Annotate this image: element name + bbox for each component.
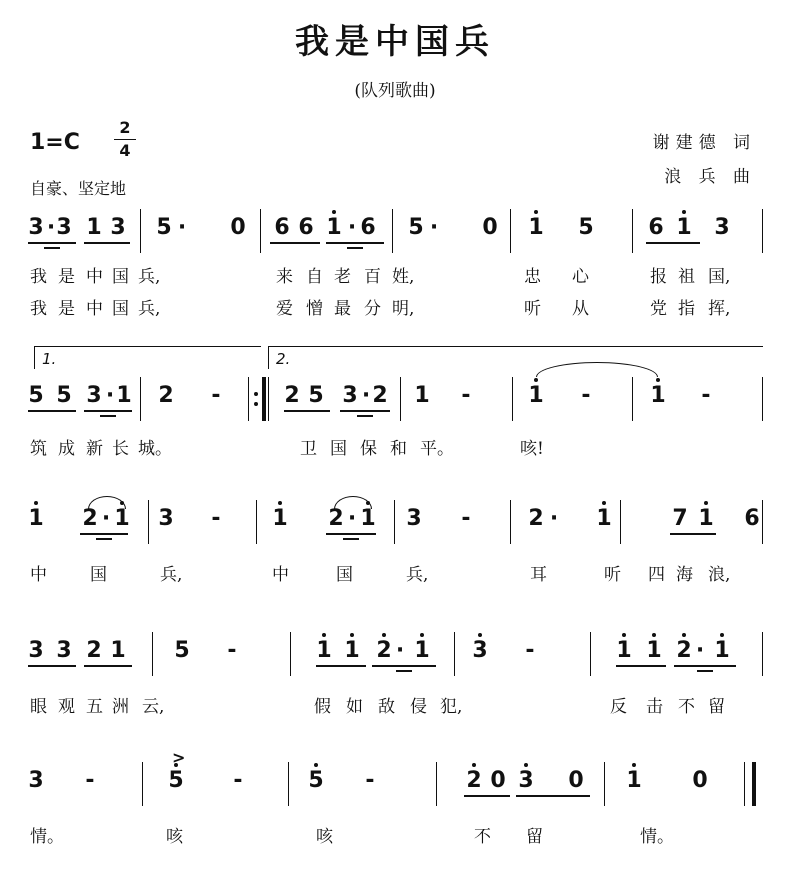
lyric-syllable: 洲 <box>112 697 129 717</box>
lyric-syllable: 百 <box>364 267 381 287</box>
accent-mark: > <box>172 748 186 767</box>
song-subtitle: (队列歌曲) <box>354 81 436 101</box>
bar-line <box>510 209 511 253</box>
note: 3 <box>342 383 358 408</box>
note: · <box>395 638 405 663</box>
lyric-syllable: 如 <box>346 697 363 717</box>
note: 3 <box>518 768 534 793</box>
note: 1 <box>344 638 360 663</box>
note: 3 <box>158 506 174 531</box>
lyric-syllable: 浪, <box>708 565 731 585</box>
lyric-syllable: 挥, <box>708 299 731 319</box>
beam-line <box>326 242 384 244</box>
high-octave-dot <box>622 633 626 637</box>
note: 1 <box>116 383 132 408</box>
bar-line <box>148 500 149 544</box>
lyric-syllable: 是 <box>58 299 75 319</box>
note: 5 <box>308 383 324 408</box>
note: - <box>227 638 237 663</box>
lyric-syllable: 不 <box>474 827 491 847</box>
note: 5 <box>308 768 324 793</box>
lyric-syllable: 听 <box>604 565 621 585</box>
meter-bottom: 4 <box>119 141 131 160</box>
volta-first-label: 1. <box>42 350 57 368</box>
lyric-syllable: 长 <box>112 439 129 459</box>
bar-line <box>392 209 393 253</box>
note: 1 <box>316 638 332 663</box>
composer-credit: 浪 兵 曲 <box>664 167 756 187</box>
lyric-syllable: 国, <box>708 267 731 287</box>
lyric-syllable: 留 <box>708 697 725 717</box>
beam-line <box>464 795 510 797</box>
lyric-syllable: 情。 <box>30 827 64 847</box>
lyric-syllable: 击 <box>646 697 663 717</box>
beam-line-secondary <box>396 670 412 672</box>
lyric-syllable: 爱 <box>276 299 293 319</box>
lyric-syllable: 来 <box>276 267 293 287</box>
lyric-syllable: 情。 <box>640 827 674 847</box>
lyric-syllable: 观 <box>58 697 75 717</box>
bar-line <box>248 377 249 421</box>
lyric-syllable: 中 <box>86 267 103 287</box>
volta-second-label: 2. <box>276 350 291 368</box>
note: 0 <box>490 768 506 793</box>
lyric-syllable: 咳 <box>166 827 183 847</box>
bar-line <box>290 632 291 676</box>
bar-line <box>620 500 621 544</box>
beam-line <box>516 795 590 797</box>
note: 6 <box>648 215 664 240</box>
note: · <box>361 383 371 408</box>
note: 3 <box>86 383 102 408</box>
lyric-syllable: 中 <box>86 299 103 319</box>
lyric-syllable: 敌 <box>378 697 395 717</box>
bar-line <box>744 762 745 806</box>
note: 1 <box>528 215 544 240</box>
note: 3 <box>406 506 422 531</box>
bar-line <box>632 377 633 421</box>
lyric-syllable: 国 <box>330 439 347 459</box>
note: 3 <box>28 215 44 240</box>
note: 2 <box>284 383 300 408</box>
beam-line-secondary <box>343 538 359 540</box>
high-octave-dot <box>382 633 386 637</box>
lyric-syllable: 自 <box>306 267 323 287</box>
lyric-syllable: 兵, <box>138 267 161 287</box>
note: · <box>105 383 115 408</box>
beam-line <box>84 665 132 667</box>
note: 1 <box>114 506 130 531</box>
note: 5 <box>578 215 594 240</box>
volta-second <box>268 346 763 369</box>
note: 1 <box>272 506 288 531</box>
beam-line-secondary <box>100 415 116 417</box>
beam-line <box>84 242 130 244</box>
bar-line <box>288 762 289 806</box>
note: 5 <box>28 383 44 408</box>
note: · <box>347 506 357 531</box>
bar-line <box>454 632 455 676</box>
lyric-syllable: 耳 <box>530 565 547 585</box>
note: · <box>549 506 559 531</box>
high-octave-dot <box>322 633 326 637</box>
note: · <box>695 638 705 663</box>
bar-line <box>762 377 763 421</box>
tie <box>334 496 372 509</box>
high-octave-dot <box>720 633 724 637</box>
note: 3 <box>28 638 44 663</box>
lyric-syllable: 报 <box>650 267 667 287</box>
lyric-syllable: 忠 <box>524 267 541 287</box>
high-octave-dot <box>278 501 282 505</box>
note: 1 <box>326 215 342 240</box>
beam-line-secondary <box>347 247 363 249</box>
note: 0 <box>692 768 708 793</box>
lyric-syllable: 不 <box>678 697 695 717</box>
lyric-syllable: 我 <box>30 299 47 319</box>
lyric-syllable: 国 <box>112 299 129 319</box>
note: 1 <box>714 638 730 663</box>
repeat-bar-thin <box>268 377 269 421</box>
bar-line <box>510 500 511 544</box>
note: 3 <box>714 215 730 240</box>
note: - <box>233 768 243 793</box>
note: 3 <box>472 638 488 663</box>
high-octave-dot <box>472 763 476 767</box>
lyric-syllable: 分 <box>364 299 381 319</box>
note: 2 <box>328 506 344 531</box>
beam-line <box>326 533 376 535</box>
lyric-syllable: 听 <box>524 299 541 319</box>
lyric-syllable: 反 <box>610 697 627 717</box>
lyric-syllable: 兵, <box>406 565 429 585</box>
note: · <box>347 215 357 240</box>
time-signature <box>114 118 136 161</box>
bar-line <box>632 209 633 253</box>
note: 0 <box>482 215 498 240</box>
note: 2 <box>86 638 102 663</box>
note: 1 <box>646 638 662 663</box>
lyric-syllable: 侵 <box>410 697 427 717</box>
note: 3 <box>56 215 72 240</box>
note: 5 <box>174 638 190 663</box>
lyric-syllable: 老 <box>334 267 351 287</box>
lyric-syllable: 姓, <box>392 267 415 287</box>
bar-line <box>512 377 513 421</box>
meter-top: 2 <box>119 118 131 137</box>
lyric-syllable: 国 <box>336 565 353 585</box>
high-octave-dot <box>602 501 606 505</box>
beam-line-secondary <box>96 538 112 540</box>
bar-line <box>142 762 143 806</box>
high-octave-dot <box>704 501 708 505</box>
high-octave-dot <box>656 378 660 382</box>
lyric-syllable: 筑 <box>30 439 47 459</box>
note: 1 <box>110 638 126 663</box>
note: - <box>581 383 591 408</box>
note: 1 <box>528 383 544 408</box>
note: 1 <box>28 506 44 531</box>
high-octave-dot <box>534 378 538 382</box>
lyric-syllable: 保 <box>360 439 377 459</box>
note: 5 <box>56 383 72 408</box>
tempo-marking: 自豪、坚定地 <box>30 179 127 198</box>
high-octave-dot <box>682 210 686 214</box>
high-octave-dot <box>350 633 354 637</box>
note: - <box>211 383 221 408</box>
bar-line <box>152 632 153 676</box>
volta-first <box>34 346 261 369</box>
note: 6 <box>298 215 314 240</box>
note: - <box>365 768 375 793</box>
lyric-syllable: 心 <box>572 267 589 287</box>
lyric-syllable: 国 <box>112 267 129 287</box>
bar-line <box>762 632 763 676</box>
lyric-syllable: 从 <box>572 299 589 319</box>
bar-line <box>140 209 141 253</box>
meter-line <box>114 139 136 140</box>
note: 0 <box>568 768 584 793</box>
note: - <box>701 383 711 408</box>
note: 3 <box>56 638 72 663</box>
beam-line <box>80 533 128 535</box>
note: 1 <box>414 383 430 408</box>
note: 1 <box>616 638 632 663</box>
beam-line <box>646 242 700 244</box>
lyric-syllable: 憎 <box>306 299 323 319</box>
lyric-syllable: 和 <box>390 439 407 459</box>
note: 2 <box>82 506 98 531</box>
lyric-syllable: 最 <box>334 299 351 319</box>
note: - <box>461 383 471 408</box>
song-title: 我是中国兵 <box>295 22 495 62</box>
note: 1 <box>650 383 666 408</box>
beam-line <box>28 410 76 412</box>
note: 2 <box>676 638 692 663</box>
repeat-dots <box>254 386 258 412</box>
beam-line-secondary <box>44 247 60 249</box>
lyric-syllable: 中 <box>272 565 289 585</box>
note: 7 <box>672 506 688 531</box>
lyric-syllable: 兵, <box>138 299 161 319</box>
note: · <box>429 215 439 240</box>
lyric-syllable: 我 <box>30 267 47 287</box>
note: 0 <box>230 215 246 240</box>
note: 2 <box>372 383 388 408</box>
tie <box>88 496 126 509</box>
beam-line <box>616 665 666 667</box>
bar-line <box>256 500 257 544</box>
note: 3 <box>28 768 44 793</box>
high-octave-dot <box>652 633 656 637</box>
note: · <box>46 215 56 240</box>
beam-line <box>84 410 132 412</box>
note: 5 <box>408 215 424 240</box>
note: 1 <box>626 768 642 793</box>
lyric-syllable: 四 <box>648 565 665 585</box>
high-octave-dot <box>420 633 424 637</box>
lyric-syllable: 咳! <box>520 439 544 459</box>
note: 2 <box>376 638 392 663</box>
bar-line <box>140 377 141 421</box>
final-bar-line <box>752 762 756 806</box>
note: - <box>461 506 471 531</box>
high-octave-dot <box>34 501 38 505</box>
lyric-syllable: 新 <box>86 439 103 459</box>
note: 1 <box>676 215 692 240</box>
note: 3 <box>110 215 126 240</box>
lyric-syllable: 兵, <box>160 565 183 585</box>
lyric-syllable: 指 <box>678 299 695 319</box>
bar-line <box>394 500 395 544</box>
high-octave-dot <box>534 210 538 214</box>
bar-line <box>604 762 605 806</box>
lyric-syllable: 海 <box>676 565 693 585</box>
note: - <box>85 768 95 793</box>
note: · <box>101 506 111 531</box>
high-octave-dot <box>332 210 336 214</box>
lyric-syllable: 留 <box>526 827 543 847</box>
high-octave-dot <box>314 763 318 767</box>
note: 5 <box>168 768 184 793</box>
beam-line <box>270 242 320 244</box>
bar-line <box>762 209 763 253</box>
lyric-syllable: 是 <box>58 267 75 287</box>
note: 1 <box>360 506 376 531</box>
beam-line <box>670 533 716 535</box>
note: · <box>177 215 187 240</box>
lyric-syllable: 明, <box>392 299 415 319</box>
lyric-syllable: 咳 <box>316 827 333 847</box>
note: 6 <box>274 215 290 240</box>
note: 1 <box>596 506 612 531</box>
note: 1 <box>86 215 102 240</box>
lyric-syllable: 党 <box>650 299 667 319</box>
note: 1 <box>698 506 714 531</box>
lyric-syllable: 中 <box>30 565 47 585</box>
bar-line <box>400 377 401 421</box>
lyric-syllable: 城。 <box>138 439 172 459</box>
note: - <box>211 506 221 531</box>
beam-line-secondary <box>357 415 373 417</box>
high-octave-dot <box>632 763 636 767</box>
lyric-syllable: 五 <box>86 697 103 717</box>
beam-line <box>28 665 76 667</box>
note: 2 <box>158 383 174 408</box>
lyricist-credit: 谢建德 词 <box>652 133 756 153</box>
beam-line <box>340 410 390 412</box>
note: 6 <box>744 506 760 531</box>
beam-line-secondary <box>697 670 713 672</box>
beam-line <box>284 410 330 412</box>
beam-line <box>316 665 366 667</box>
bar-line <box>436 762 437 806</box>
lyric-syllable: 假 <box>314 697 331 717</box>
lyric-syllable: 成 <box>58 439 75 459</box>
bar-line <box>590 632 591 676</box>
lyric-syllable: 祖 <box>678 267 695 287</box>
note: 5 <box>156 215 172 240</box>
lyric-syllable: 国 <box>90 565 107 585</box>
note: 6 <box>360 215 376 240</box>
beam-line <box>674 665 736 667</box>
repeat-bar <box>262 377 266 421</box>
bar-line <box>260 209 261 253</box>
key-signature: 1=C <box>30 130 80 155</box>
note: 1 <box>414 638 430 663</box>
high-octave-dot <box>478 633 482 637</box>
note: 2 <box>528 506 544 531</box>
note: - <box>525 638 535 663</box>
beam-line <box>28 242 76 244</box>
lyric-syllable: 云, <box>142 697 165 717</box>
lyric-syllable: 犯, <box>440 697 463 717</box>
bar-line <box>762 500 763 544</box>
lyric-syllable: 平。 <box>420 439 454 459</box>
beam-line <box>372 665 436 667</box>
note: 2 <box>466 768 482 793</box>
high-octave-dot <box>524 763 528 767</box>
high-octave-dot <box>682 633 686 637</box>
lyric-syllable: 卫 <box>300 439 317 459</box>
lyric-syllable: 眼 <box>30 697 47 717</box>
